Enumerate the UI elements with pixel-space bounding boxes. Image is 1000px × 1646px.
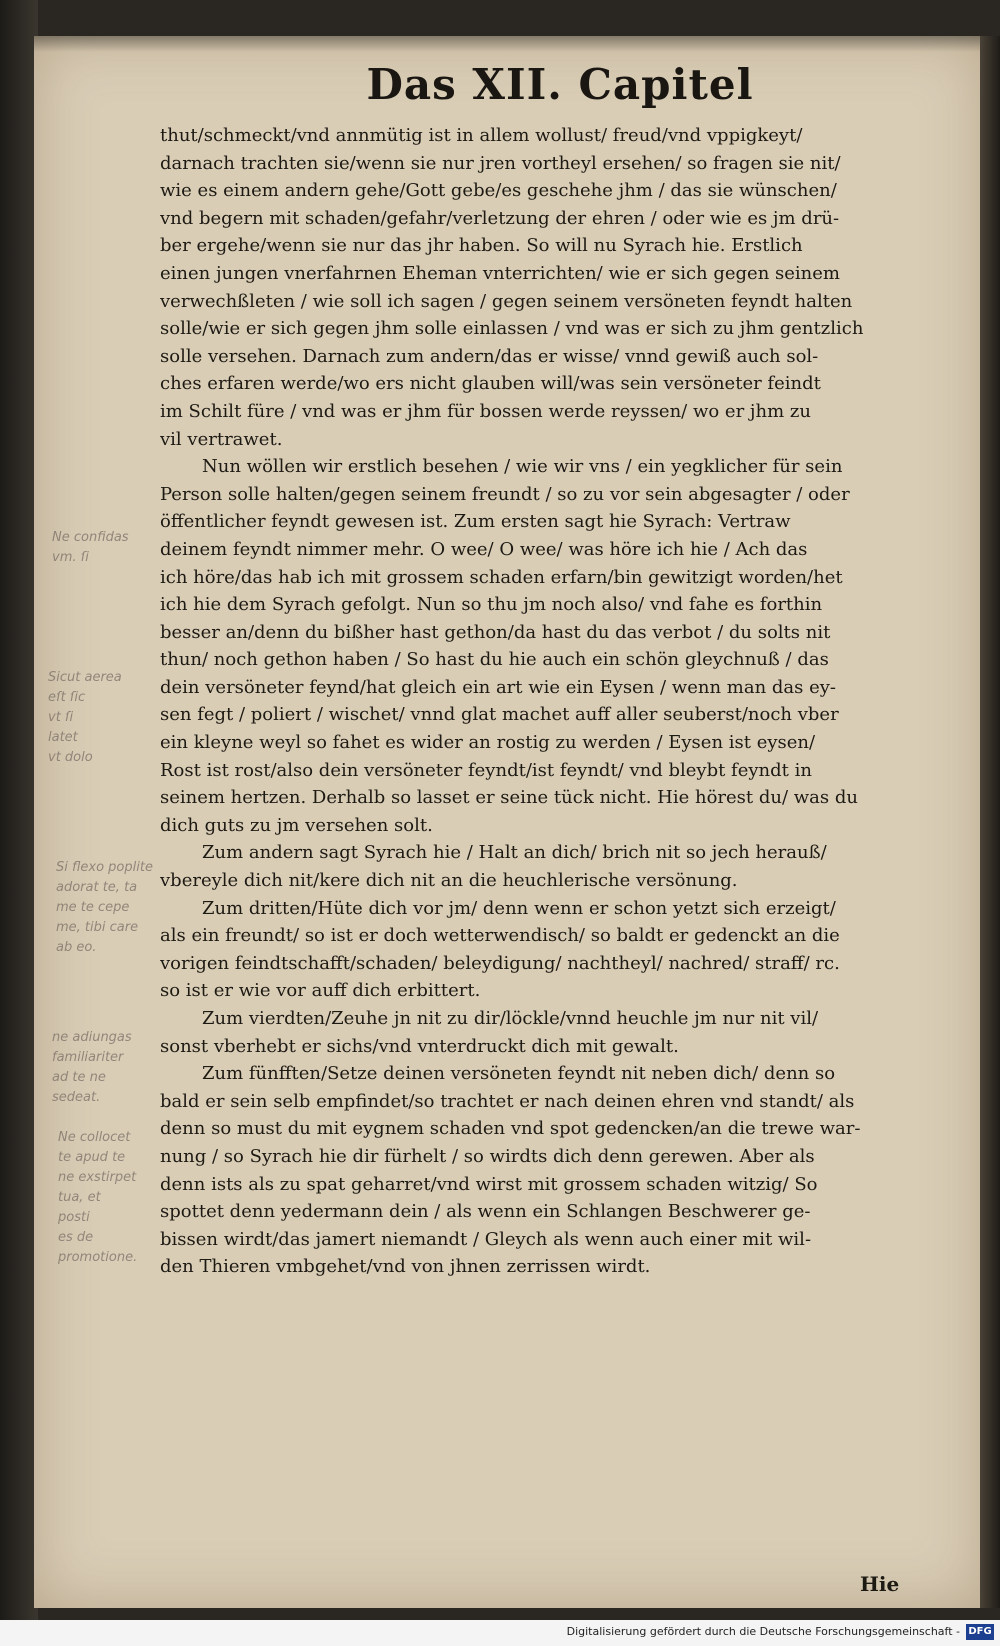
text-line: deinem feyndt nimmer mehr. O wee/ O wee/ was höre ich hie / Ach das xyxy=(160,538,808,560)
margin-note-line: promotione. xyxy=(58,1250,138,1265)
main-text-column xyxy=(160,122,930,1281)
text-line: spottet denn yedermann dein / als wenn ein Schlangen Beschwerer ge- xyxy=(160,1201,811,1223)
margin-note-line: Ne confidas xyxy=(52,530,129,545)
text-line: einen jungen vnerfahrnen Eheman vnterrichten/ wie er sich gegen seinem xyxy=(160,262,840,284)
margin-note-line: eſt ſic xyxy=(48,690,86,705)
text-line: vil vertrawet. xyxy=(160,428,283,450)
margin-note-line: posti xyxy=(58,1210,90,1225)
text-line: vnd begern mit schaden/gefahr/verletzung der ehren / oder wie es jm drü- xyxy=(160,207,840,229)
margin-note-line: es de xyxy=(58,1230,94,1245)
text-line: Nun wöllen wir erstlich besehen / wie wir vns / ein yegklicher für sein xyxy=(202,456,843,478)
text-line: verwechßleten / wie soll ich sagen / gegen seinem versöneten feyndt halten xyxy=(160,290,853,312)
text-line: ber ergehe/wenn sie nur das jhr haben. So will nu Syrach hie. Erstlich xyxy=(160,235,803,257)
margin-note-5 xyxy=(58,1128,137,1268)
margin-note-line: adorat te, ta xyxy=(56,880,138,895)
margin-note-line: latet xyxy=(48,730,78,745)
margin-note-line: ad te ne xyxy=(52,1070,106,1085)
text-line: vorigen feindtschafft/schaden/ beleydigung/ nachtheyl/ nachred/ straff/ rc. xyxy=(160,952,840,974)
margin-note-line: tua, et xyxy=(58,1190,101,1205)
text-line: wie es einem andern gehe/Gott gebe/es geschehe jhm / das sie wünschen/ xyxy=(160,180,837,202)
text-line: ich höre/das hab ich mit grossem schaden erfarn/bin gewitzigt worden/het xyxy=(160,566,843,588)
text-line: ches erfaren werde/wo ers nicht glauben will/was sein versöneter feindt xyxy=(160,373,821,395)
text-line: den Thieren vmbgehet/vnd von jhnen zerrissen wirdt. xyxy=(160,1256,651,1278)
catchword: Hie xyxy=(860,1572,900,1596)
text-line: Rost ist rost/also dein versöneter feyndt/ist feyndt/ vnd bleybt feyndt in xyxy=(160,759,812,781)
text-line: Zum fünfften/Setze deinen versöneten feyndt nit neben dich/ denn so xyxy=(202,1063,836,1085)
text-line: besser an/denn du bißher hast gethon/da hast du das verbot / du solts nit xyxy=(160,621,831,643)
funding-credit: Digitalisierung gefördert durch die Deutsche Forschungsgemeinschaft - xyxy=(566,1625,960,1638)
text-line: darnach trachten sie/wenn sie nur jren vortheyl ersehen/ so fragen sie nit/ xyxy=(160,152,841,174)
text-line: seinem hertzen. Derhalb so lasset er seine tück nicht. Hie hörest du/ was du xyxy=(160,787,858,809)
margin-note-line: vt dolo xyxy=(48,750,93,765)
margin-note-line: me, tibi care xyxy=(56,920,139,935)
text-line: so ist er wie vor auff dich erbittert. xyxy=(160,980,481,1002)
margin-note-line: Ne collocet xyxy=(58,1130,131,1145)
page-shadow xyxy=(34,36,984,52)
text-line: sen fegt / poliert / wischet/ vnnd glat machet auff aller seuberst/noch vber xyxy=(160,704,839,726)
text-line: dich guts zu jm versehen solt. xyxy=(160,814,433,836)
text-line: denn so must du mit eygnem schaden vnd spot gedencken/an die trewe war- xyxy=(160,1118,861,1140)
running-title: Das XII. Capitel xyxy=(366,60,754,109)
text-line: im Schilt füre / vnd was er jhm für bossen werde reyssen/ wo er jhm zu xyxy=(160,400,811,422)
text-line: Person solle halten/gegen seinem freundt / so zu vor sein abgesagter / oder xyxy=(160,483,850,505)
text-line: thut/schmeckt/vnd annmütig ist in allem wollust/ freud/vnd vppigkeyt/ xyxy=(160,125,803,146)
margin-note-line: familiariter xyxy=(52,1050,124,1065)
scan-edge-right xyxy=(980,36,1000,1608)
text-line: solle/wie er sich gegen jhm solle einlassen / vnd was er sich zu jhm gentzlich xyxy=(160,318,864,340)
margin-note-line: vm. ſi xyxy=(52,550,89,565)
text-line: solle versehen. Darnach zum andern/das er wisse/ vnnd gewiß auch sol- xyxy=(160,345,819,367)
dfg-logo: DFG xyxy=(966,1624,994,1640)
text-line: nung / so Syrach hie dir fürhelt / so wirdts dich denn gerewen. Aber als xyxy=(160,1145,815,1167)
text-line: ein kleyne weyl so fahet es wider an rostig zu werden / Eysen ist eysen/ xyxy=(160,732,816,754)
margin-note-1 xyxy=(52,528,129,568)
text-line: als ein freundt/ so ist er doch wetterwendisch/ so baldt er gedenckt an die xyxy=(160,925,840,947)
text-line: thun/ noch gethon haben / So hast du hie auch ein schön gleychnuß / das xyxy=(160,649,829,671)
text-line: Zum dritten/Hüte dich vor jm/ denn wenn er schon yetzt sich erzeigt/ xyxy=(202,897,836,919)
footer-bar xyxy=(0,1620,1000,1646)
text-line: öffentlicher feyndt gewesen ist. Zum ersten sagt hie Syrach: Vertraw xyxy=(160,511,791,533)
margin-note-line: Sicut aerea xyxy=(48,670,122,685)
margin-note-line: ab eo. xyxy=(56,940,97,955)
text-line: ich hie dem Syrach gefolgt. Nun so thu jm noch also/ vnd fahe es forthin xyxy=(160,594,823,616)
margin-note-line: ne exstirpet xyxy=(58,1170,137,1185)
margin-note-2 xyxy=(48,668,122,768)
margin-note-line: sedeat. xyxy=(52,1090,101,1105)
margin-note-line: ne adiungas xyxy=(52,1030,132,1045)
text-line: bald er sein selb empfindet/so trachtet er nach deinen ehren vnd standt/ als xyxy=(160,1090,855,1112)
text-line: Zum andern sagt Syrach hie / Halt an dich/ brich nit so jech herauß/ xyxy=(202,842,827,864)
text-line: vbereyle dich nit/kere dich nit an die heuchlerische versönung. xyxy=(160,870,738,892)
scan-edge-left xyxy=(0,0,38,1646)
margin-note-line: vt ſi xyxy=(48,710,74,725)
margin-note-3 xyxy=(56,858,153,958)
margin-note-line: me te cepe xyxy=(56,900,130,915)
text-line: Zum vierdten/Zeuhe jn nit zu dir/löckle/vnnd heuchle jm nur nit vil/ xyxy=(202,1008,819,1029)
text-line: dein versöneter feynd/hat gleich ein art wie ein Eysen / wenn man das ey- xyxy=(160,676,837,698)
text-line: denn ists als zu spat geharret/vnd wirst mit grossem schaden witzig/ So xyxy=(160,1173,818,1195)
text-line: bissen wirdt/das jamert niemandt / Gleych als wenn auch einer mit wil- xyxy=(160,1228,812,1250)
margin-note-line: Si flexo poplite xyxy=(56,860,153,875)
text-line: sonst vberhebt er sichs/vnd vnterdruckt dich mit gewalt. xyxy=(160,1035,679,1057)
margin-note-line: te apud te xyxy=(58,1150,126,1165)
margin-note-4 xyxy=(52,1028,132,1108)
